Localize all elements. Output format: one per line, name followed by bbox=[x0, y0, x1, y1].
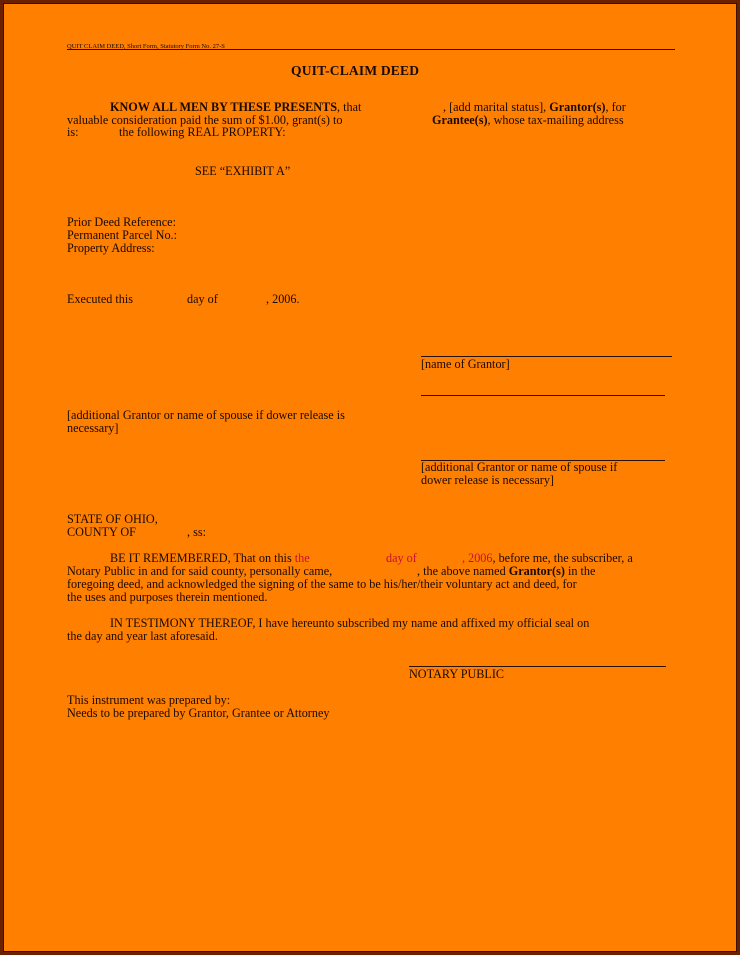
intro-lead-bold: KNOW ALL MEN BY THESE PRESENTS bbox=[110, 100, 338, 114]
intro-grantor-bold: Grantor(s) bbox=[549, 100, 606, 114]
prepared-by-label: This instrument was prepared by: bbox=[67, 693, 231, 707]
testimony-line-2: the day and year last aforesaid. bbox=[67, 629, 218, 643]
ack-remembered: BE IT REMEMBERED, That on this bbox=[110, 551, 292, 565]
ack-grantor-bold: Grantor(s) bbox=[508, 564, 565, 578]
testimony-line-1: IN TESTIMONY THEREOF, I have hereunto subscribed my name and affixed my official seal on bbox=[110, 616, 590, 630]
intro-line-2-grantee bbox=[432, 114, 624, 128]
intro-lead-rest: , that bbox=[337, 100, 362, 114]
permanent-parcel-number: Permanent Parcel No.: bbox=[67, 228, 177, 242]
exhibit-reference: SEE “EXHIBIT A” bbox=[195, 164, 291, 178]
second-signature-line bbox=[421, 395, 665, 396]
prior-deed-reference: Prior Deed Reference: bbox=[67, 215, 176, 229]
right-additional-grantor-line2: dower release is necessary] bbox=[421, 473, 554, 487]
ack-year: , 2006 bbox=[462, 551, 493, 565]
property-address: Property Address: bbox=[67, 241, 155, 255]
intro-line-2: valuable consideration paid the sum of $1.00, grant(s) to bbox=[67, 113, 343, 127]
intro-marital: , [add marital status], bbox=[443, 100, 547, 114]
intro-line-3-rest: the following REAL PROPERTY: bbox=[119, 125, 286, 139]
grantor-name-label: [name of Grantor] bbox=[421, 357, 510, 371]
venue-county: COUNTY OF bbox=[67, 525, 136, 539]
venue-state: STATE OF OHIO, bbox=[67, 512, 158, 526]
ack-above-named: , the above named bbox=[417, 564, 506, 578]
left-additional-grantor-line1: [additional Grantor or name of spouse if dower release is bbox=[67, 408, 345, 422]
intro-grantee-bold: Grantee(s) bbox=[432, 113, 488, 127]
ack-the: the bbox=[294, 551, 310, 565]
header-rule bbox=[67, 49, 675, 50]
executed-year: , 2006. bbox=[266, 292, 300, 306]
page-title: QUIT-CLAIM DEED bbox=[291, 63, 420, 78]
ack-day-of: day of bbox=[386, 551, 417, 565]
notary-public-label: NOTARY PUBLIC bbox=[409, 667, 505, 681]
left-additional-grantor-line2: necessary] bbox=[67, 421, 119, 435]
ack-line-3: foregoing deed, and acknowledged the signing of the same to be his/her/their voluntary act and deed, for bbox=[67, 577, 577, 591]
ack-in-the: in the bbox=[567, 564, 596, 578]
executed-day-of: day of bbox=[187, 292, 218, 306]
intro-line-3-is: is: bbox=[67, 125, 79, 139]
executed-this: Executed this bbox=[67, 292, 133, 306]
right-additional-grantor-line1: [additional Grantor or name of spouse if bbox=[421, 460, 618, 474]
intro-grantor-after: , for bbox=[605, 100, 626, 114]
ack-before-me: , before me, the subscriber, a bbox=[492, 551, 633, 565]
venue-ss: , ss: bbox=[187, 525, 206, 539]
prepared-by-value: Needs to be prepared by Grantor, Grantee or Attorney bbox=[67, 706, 330, 720]
deed-page bbox=[3, 3, 737, 952]
intro-grantee-after: , whose tax-mailing address bbox=[487, 113, 624, 127]
form-header: QUIT CLAIM DEED, Short Form, Statutory Form No. 27-S bbox=[67, 43, 225, 50]
ack-line-2a: Notary Public in and for said county, personally came, bbox=[67, 564, 333, 578]
ack-line-4: the uses and purposes therein mentioned. bbox=[67, 590, 268, 604]
